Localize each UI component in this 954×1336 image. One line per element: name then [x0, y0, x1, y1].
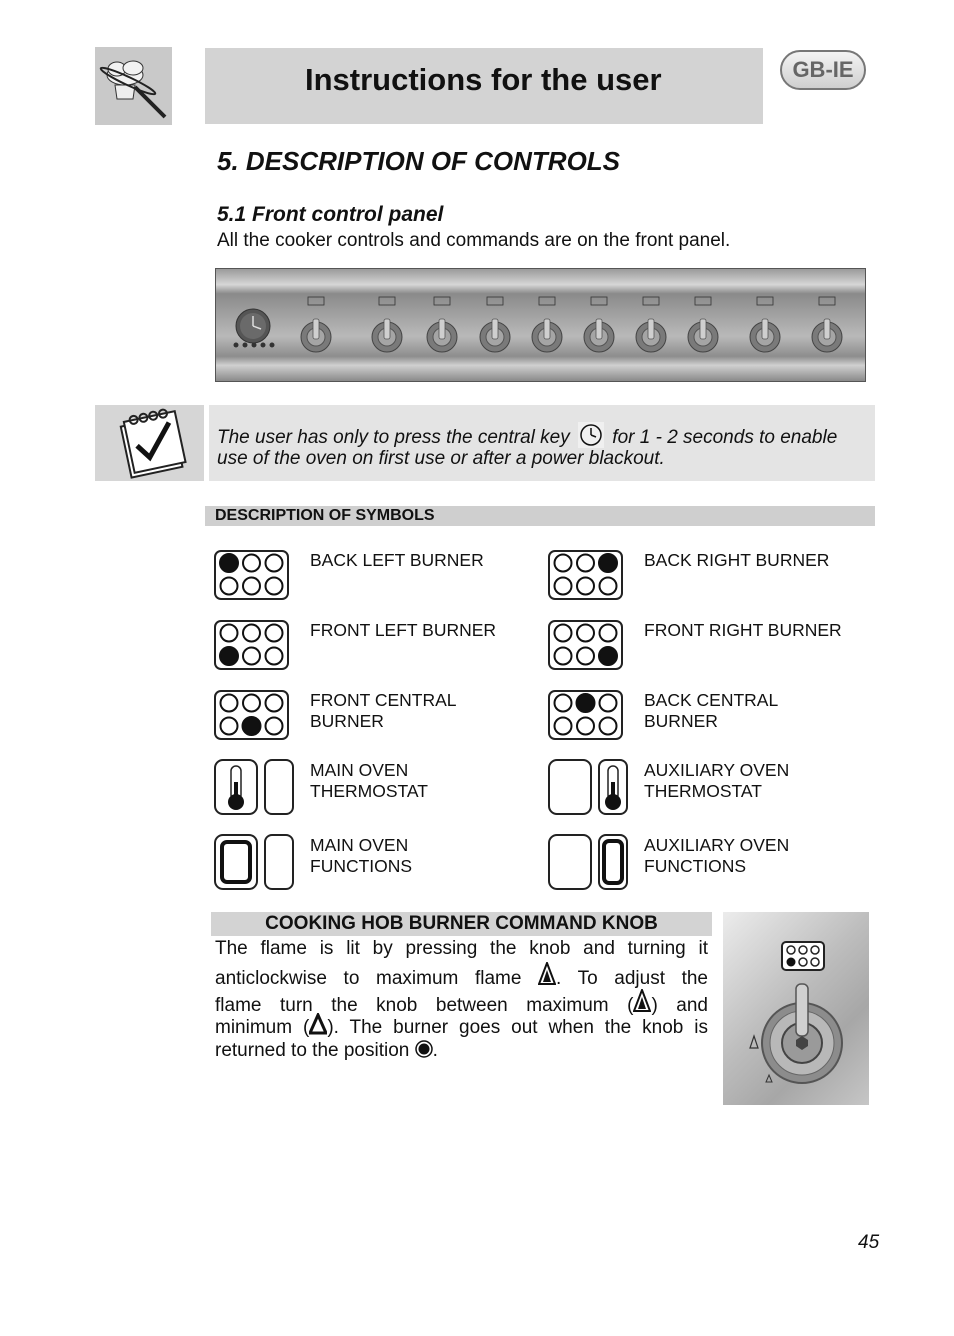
- burner-dot: [266, 555, 283, 572]
- burner-dot: [266, 625, 283, 642]
- burner-dot: [577, 555, 594, 572]
- off-position-icon: [415, 1040, 433, 1058]
- auxiliary-oven-thermostat-icon: [547, 758, 629, 816]
- note-text-line2: use of the oven on first use or after a power blackout.: [217, 448, 665, 469]
- panel-knob: [750, 297, 780, 352]
- panel-knob: [584, 297, 614, 352]
- panel-knob: [372, 297, 402, 352]
- symbol-label-front-central: FRONT CENTRAL BURNER: [310, 690, 457, 731]
- burner-active-dot: [599, 554, 617, 572]
- back-central-burner-icon: [547, 689, 625, 741]
- burner-dot: [577, 578, 594, 595]
- panel-knob: [532, 297, 562, 352]
- logo: [95, 47, 172, 125]
- burner-dot: [555, 718, 572, 735]
- max-flame-icon: [538, 962, 556, 986]
- burner-dot: [555, 625, 572, 642]
- burner-dot: [600, 578, 617, 595]
- panel-knob: [427, 297, 457, 352]
- burner-dot: [243, 648, 260, 665]
- note-text-line1: The user has only to press the central key for 1 - 2 seconds to enable: [217, 421, 837, 449]
- symbol-label-aux-functions: AUXILIARY OVEN FUNCTIONS: [644, 835, 790, 876]
- panel-knob: [812, 297, 842, 352]
- country-badge: GB-IE: [780, 50, 866, 90]
- burner-dot: [555, 578, 572, 595]
- burner-knob-drawing: [723, 912, 869, 1105]
- burner-dot: [243, 578, 260, 595]
- page-title: Instructions for the user: [305, 62, 662, 97]
- burner-active-dot: [577, 694, 595, 712]
- front-central-burner-icon: [213, 689, 291, 741]
- symbol-label-front-left: FRONT LEFT BURNER: [310, 620, 497, 640]
- clock-display-icon: [234, 309, 275, 348]
- burner-dot: [600, 695, 617, 712]
- symbol-label-main-thermostat: MAIN OVEN THERMOSTAT: [310, 760, 428, 801]
- burner-dot: [266, 718, 283, 735]
- note-icon-box: [95, 405, 204, 481]
- knob-text-line2: anticlockwise to maximum flame . To adjust the: [215, 962, 708, 992]
- symbol-label-back-right: BACK RIGHT BURNER: [644, 550, 830, 570]
- panel-knob: [480, 297, 510, 352]
- max-flame-icon: [633, 989, 651, 1013]
- burner-knob-image: [723, 912, 869, 1105]
- knob-text-line4: minimum ( ). The burner goes out when the knob is: [215, 1013, 708, 1041]
- intro-text: All the cooker controls and commands are on the front panel.: [217, 230, 731, 251]
- burner-dot: [221, 625, 238, 642]
- burner-dot: [243, 625, 260, 642]
- burner-dot: [221, 718, 238, 735]
- knob-text-line1: The flame is lit by pressing the knob and turning it: [215, 938, 708, 959]
- symbol-label-back-left: BACK LEFT BURNER: [310, 550, 484, 570]
- knob-text-line3: flame turn the knob between maximum ( ) and: [215, 989, 708, 1019]
- burner-dot: [243, 555, 260, 572]
- burner-dot: [555, 695, 572, 712]
- burner-dot: [577, 718, 594, 735]
- burner-dot: [555, 648, 572, 665]
- symbol-label-front-right: FRONT RIGHT BURNER: [644, 620, 842, 640]
- panel-knob: [301, 297, 331, 352]
- main-oven-functions-icon: [213, 833, 295, 891]
- front-control-panel-image: [215, 268, 866, 382]
- page-number: 45: [858, 1232, 880, 1253]
- chef-spoon-icon: [95, 47, 172, 125]
- burner-dot: [221, 578, 238, 595]
- min-flame-icon: [309, 1013, 327, 1035]
- clock-icon: [577, 421, 605, 449]
- front-left-burner-icon: [213, 619, 291, 671]
- burner-dot: [577, 625, 594, 642]
- burner-dot: [266, 578, 283, 595]
- burner-dot: [555, 555, 572, 572]
- symbol-label-back-central: BACK CENTRAL BURNER: [644, 690, 779, 731]
- back-right-burner-icon: [547, 549, 625, 601]
- symbol-label-main-functions: MAIN OVEN FUNCTIONS: [310, 835, 413, 876]
- symbol-label-aux-thermostat: AUXILIARY OVEN THERMOSTAT: [644, 760, 790, 801]
- control-panel-drawing: [216, 269, 865, 381]
- back-left-burner-icon: [213, 549, 291, 601]
- main-oven-thermostat-icon: [213, 758, 295, 816]
- burner-dot: [266, 648, 283, 665]
- burner-dot: [243, 695, 260, 712]
- burner-active-dot: [220, 647, 238, 665]
- burner-dot: [600, 718, 617, 735]
- burner-active-dot: [220, 554, 238, 572]
- symbols-heading: DESCRIPTION OF SYMBOLS: [215, 507, 435, 524]
- front-right-burner-icon: [547, 619, 625, 671]
- burner-dot: [266, 695, 283, 712]
- panel-knob: [688, 297, 718, 352]
- auxiliary-oven-functions-icon: [547, 833, 629, 891]
- section-title: 5. DESCRIPTION OF CONTROLS: [217, 146, 621, 176]
- knob-text-line5: returned to the position .: [215, 1040, 438, 1061]
- notepad-check-icon: [95, 405, 204, 481]
- burner-dot: [221, 695, 238, 712]
- panel-knob: [636, 297, 666, 352]
- burner-dot: [577, 648, 594, 665]
- burner-active-dot: [599, 647, 617, 665]
- burner-active-dot: [243, 717, 261, 735]
- subsection-title: 5.1 Front control panel: [217, 203, 444, 226]
- burner-dot: [600, 625, 617, 642]
- knob-heading: COOKING HOB BURNER COMMAND KNOB: [265, 913, 658, 934]
